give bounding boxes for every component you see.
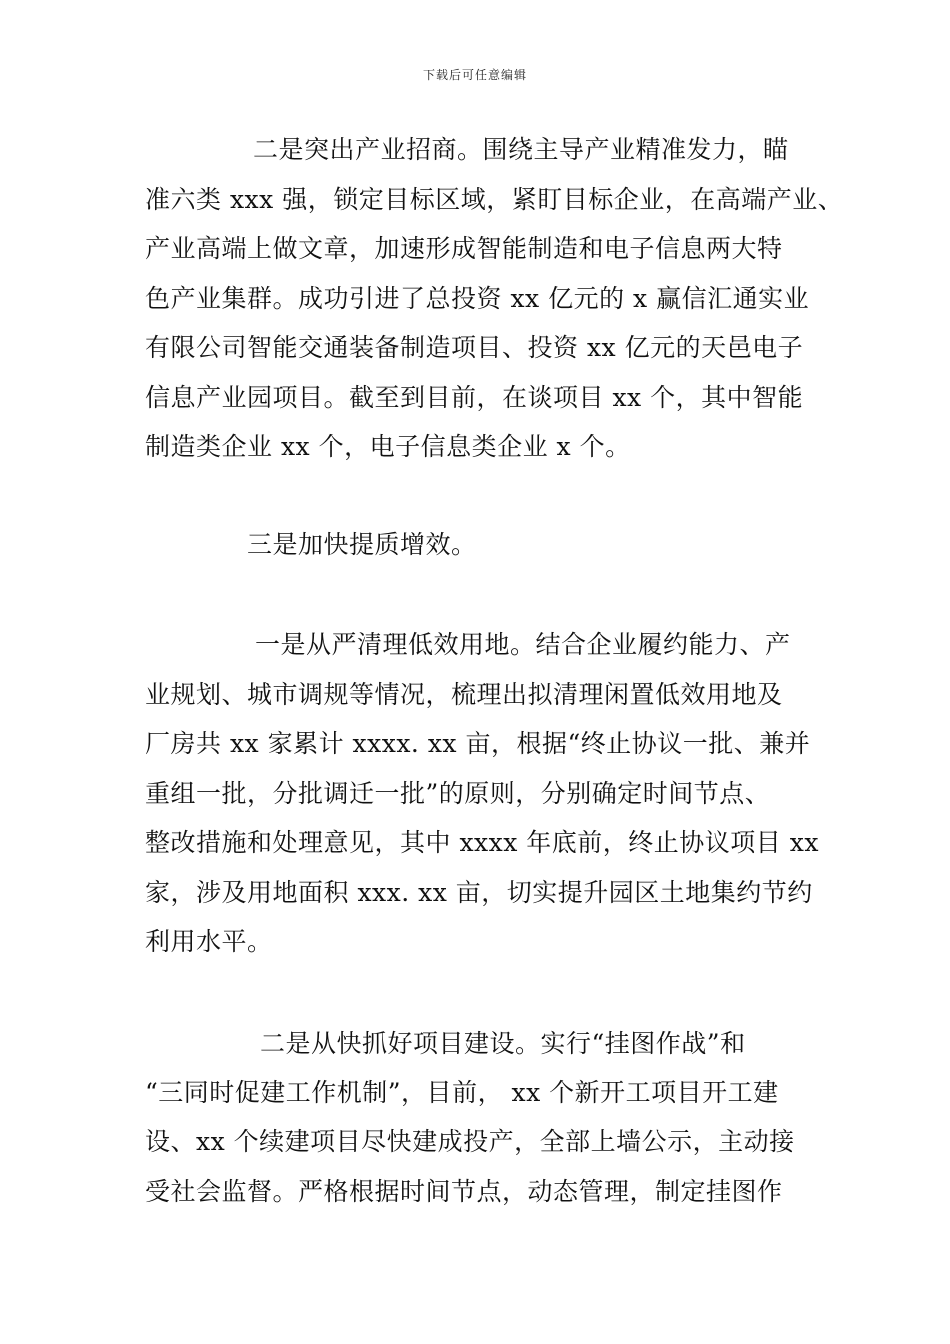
- text-line: 利用水平。: [145, 927, 273, 956]
- text-line: 一是从严清理低效用地。结合企业履约能力、产: [255, 630, 791, 659]
- text-line: 重组一批，分批调迁一批”的原则，分别确定时间节点、: [145, 779, 771, 808]
- text-line: 设、xx 个续建项目尽快建成投产，全部上墙公示，主动接: [145, 1127, 795, 1156]
- text-line: 色产业集群。成功引进了总投资 xx 亿元的 x 赢信汇通实业: [145, 284, 810, 313]
- text-line: 受社会监督。严格根据时间节点，动态管理，制定挂图作: [145, 1177, 783, 1206]
- text-line: 有限公司智能交通装备制造项目、投资 xx 亿元的天邑电子: [145, 333, 804, 362]
- text-line: “三同时促建工作机制”，目前， xx 个新开工项目开工建: [145, 1078, 779, 1107]
- text-line: 二是突出产业招商。围绕主导产业精准发力，瞄: [253, 135, 789, 164]
- text-line: 整改措施和处理意见，其中 xxxx 年底前，终止协议项目 xx: [145, 828, 819, 857]
- text-line: 制造类企业 xx 个，电子信息类企业 x 个。: [145, 432, 631, 461]
- text-line: 厂房共 xx 家累计 xxxx. xx 亩，根据“终止协议一批、兼并: [145, 729, 811, 758]
- section-heading: 三是加快提质增效。: [247, 530, 477, 559]
- text-line: 二是从快抓好项目建设。实行“挂图作战”和: [260, 1029, 746, 1058]
- text-line: 业规划、城市调规等情况，梳理出拟清理闲置低效用地及: [145, 680, 783, 709]
- text-line: 准六类 xxx 强，锁定目标区域，紧盯目标企业，在高端产业、: [145, 185, 844, 214]
- text-line: 家，涉及用地面积 xxx. xx 亩，切实提升园区土地集约节约: [145, 878, 813, 907]
- text-line: 信息产业园项目。截至到目前，在谈项目 xx 个，其中智能: [145, 383, 804, 412]
- header-note: 下载后可任意编辑: [422, 68, 527, 82]
- text-line: 产业高端上做文章，加速形成智能制造和电子信息两大特: [145, 234, 783, 263]
